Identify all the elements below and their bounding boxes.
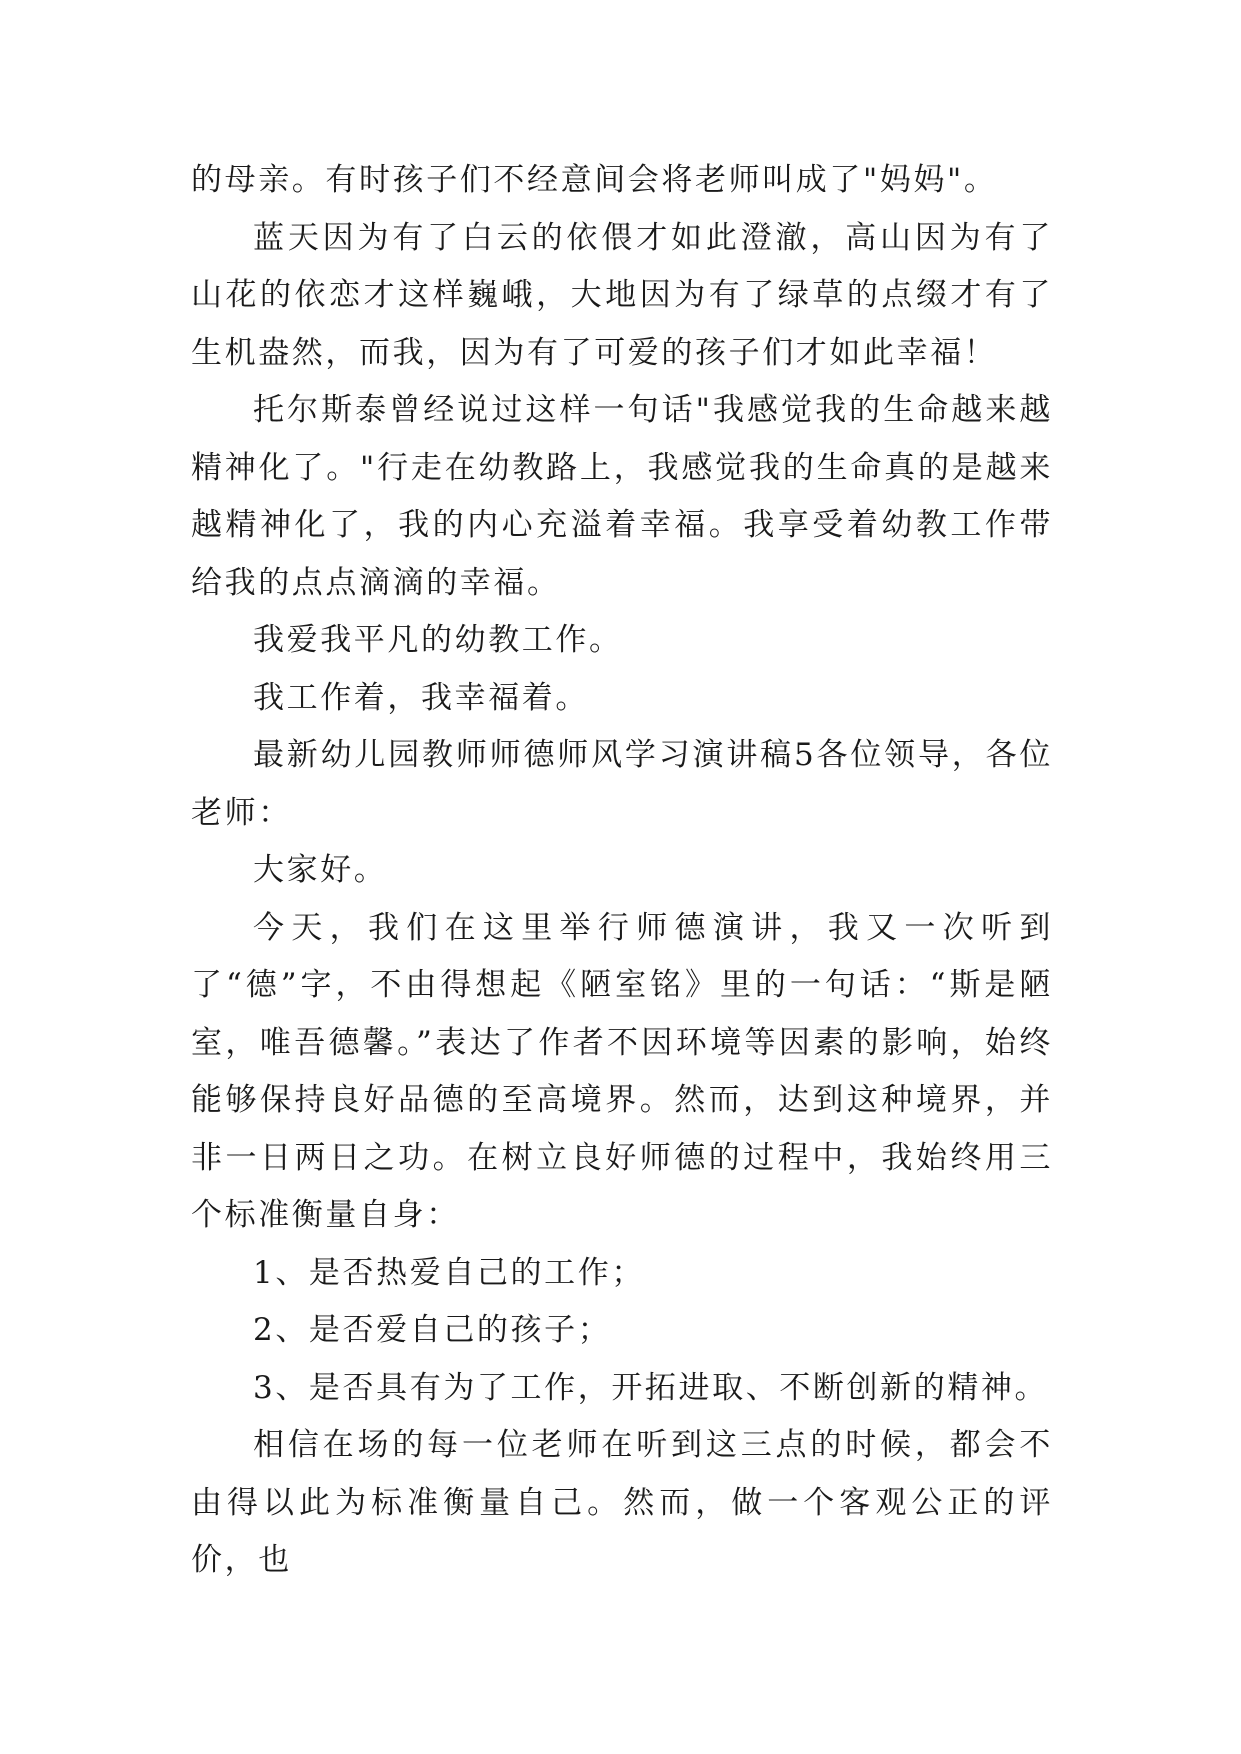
paragraph: 我工作着，我幸福着。: [253, 679, 589, 716]
paragraph: 托尔斯泰曾经说过这样一句话"我感觉我的生命越来越精神化了。"行走在幼教路上，我感觉我的生命真的是越来越精神化了，我的内心充溢着幸福。我享受着幼教工作带给我的点点滴滴的幸福。: [191, 392, 1053, 601]
paragraph: 今天，我们在这里举行师德演讲，我又一次听到了“德”字，不由得想起《陋室铭》里的一句话：“斯是陋室，唯吾德馨。”表达了作者不因环境等因素的影响，始终能够保持良好品德的至高境界。然而，达到这种境界，并非一日两日之功。在树立良好师德的过程中，我始终用三个标准衡量自身：: [191, 909, 1053, 1233]
list-item: 2、是否爱自己的孩子；: [253, 1312, 612, 1348]
list-item: 3、是否具有为了工作，开拓进取、不断创新的精神。: [253, 1369, 1049, 1406]
paragraph: 我爱我平凡的幼教工作。: [253, 622, 623, 658]
paragraph: 最新幼儿园教师师德师风学习演讲稿5各位领导，各位老师：: [191, 737, 1053, 831]
paragraph-continuation: 的母亲。有时孩子们不经意间会将老师叫成了"妈妈"。: [191, 162, 998, 198]
paragraph: 蓝天因为有了白云的依偎才如此澄澈，高山因为有了山花的依恋才这样巍峨，大地因为有了绿草的点缀才有了生机盎然，而我，因为有了可爱的孩子们才如此幸福！: [191, 219, 1053, 371]
document-body: [191, 152, 1053, 1590]
list-item: 1、是否热爱自己的工作；: [253, 1254, 645, 1291]
paragraph: 相信在场的每一位老师在听到这三点的时候，都会不由得以此为标准衡量自己。然而，做一个客观公正的评价，也: [191, 1427, 1053, 1578]
paragraph: 大家好。: [253, 852, 388, 888]
